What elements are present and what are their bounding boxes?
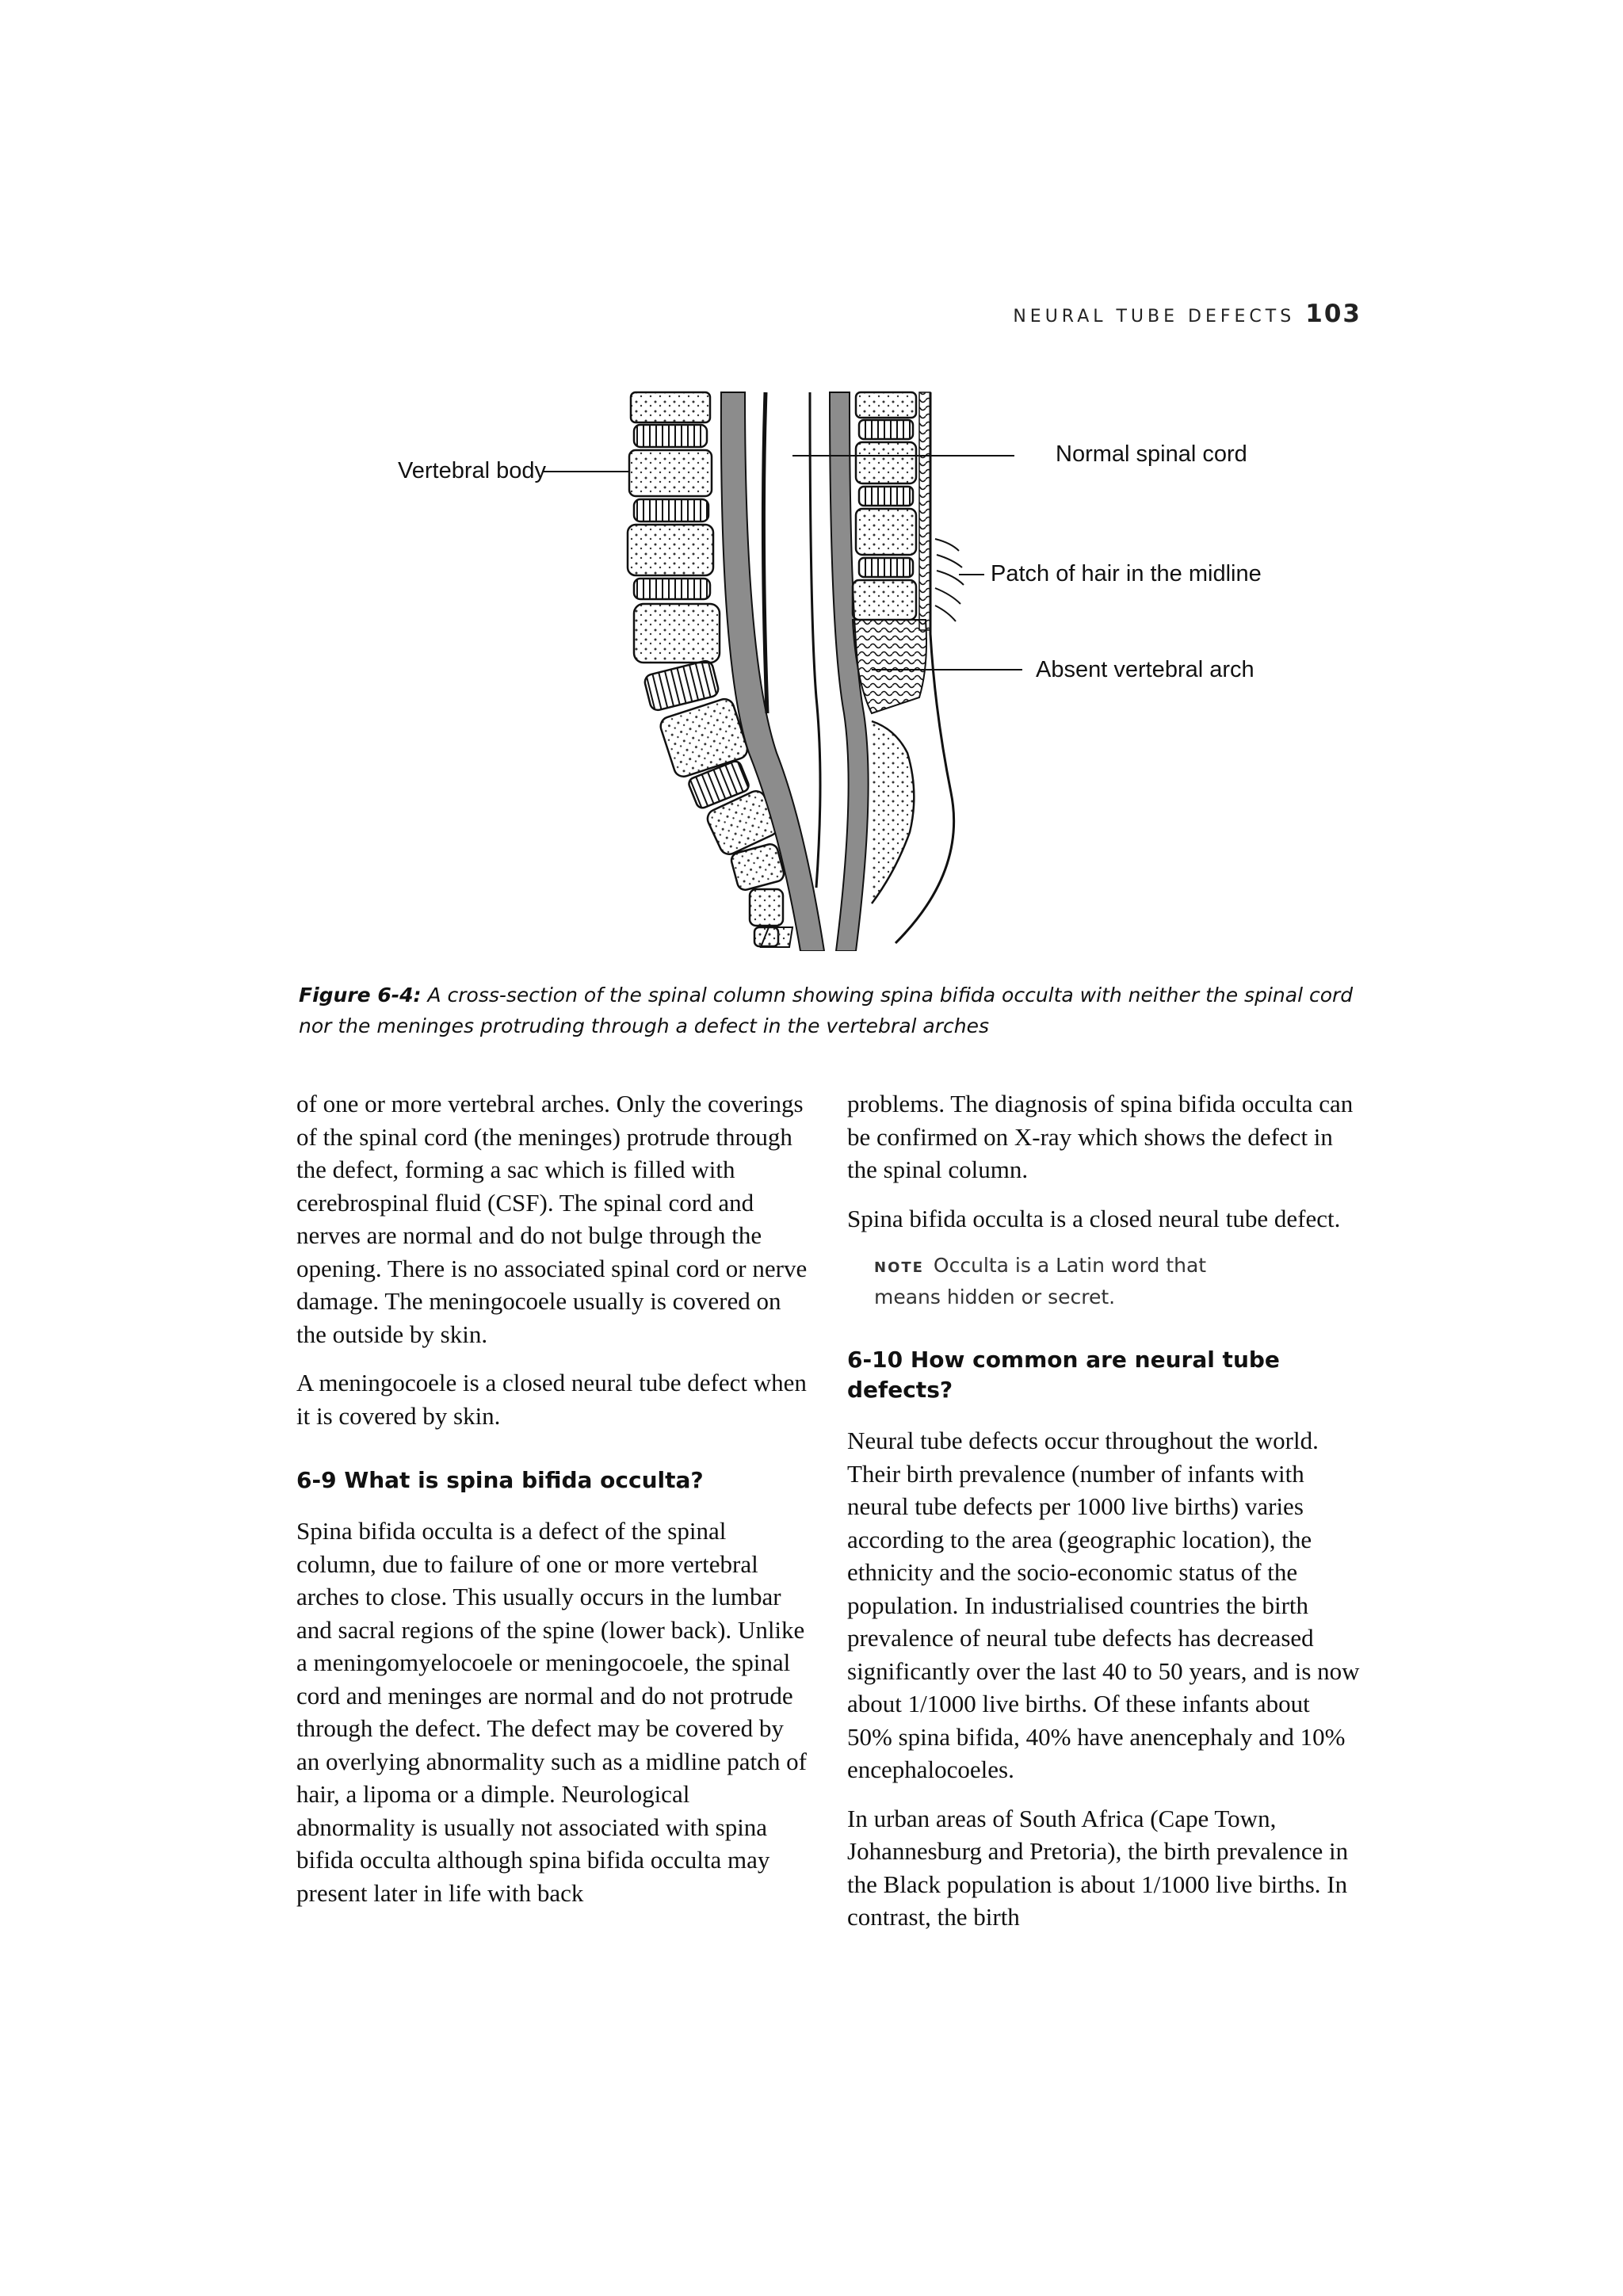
note-label: NOTE	[874, 1259, 924, 1276]
figure-caption-text: A cross-section of the spinal column showing spina bifida occulta with neither the spinal cord nor the meninges protruding through a defect in the vertebral arches	[299, 984, 1354, 1037]
label-patch-of-hair: Patch of hair in the midline	[991, 561, 1262, 586]
figure-caption-label: Figure 6-4:	[299, 984, 422, 1007]
running-head	[1013, 300, 1361, 328]
left-column	[296, 1087, 810, 1925]
note-box	[874, 1251, 1239, 1312]
label-vertebral-body: Vertebral body	[398, 458, 547, 483]
spinal-cord	[763, 392, 767, 713]
section-heading-6-9: 6-9 What is spina bifida occulta?	[296, 1467, 704, 1493]
label-normal-spinal-cord: Normal spinal cord	[1056, 441, 1247, 467]
spine-figure	[349, 380, 1331, 951]
paragraph: Spina bifida occulta is a closed neural tube defect.	[847, 1204, 1341, 1232]
note-text: Occulta is a Latin word that means hidden or secret.	[874, 1254, 1207, 1308]
right-column	[847, 1087, 1361, 1950]
paragraph: In urban areas of South Africa (Cape Town, Johannesburg and Pretoria), the birth prevalence in the Black population is about 1/1000 live births. In contrast, the birth	[847, 1804, 1349, 1931]
running-head-section: NEURAL TUBE DEFECTS	[1013, 307, 1296, 327]
absent-arch-region	[853, 620, 926, 713]
paragraph: problems. The diagnosis of spina bifida occulta can be confirmed on X-ray which shows the defect in the spinal column.	[847, 1090, 1354, 1183]
hair-patch	[935, 539, 964, 621]
paragraph: Neural tube defects occur throughout the world. Their birth prevalence (number of infants with neural tube defects per 1000 live births) varies according to the area (geographic location), the ethnicity and the socio-economic status of the population. In industrialised countries the birth prevalence of neural tube defects has decreased significantly over the last 40 to 50 years, and is now about 1/1000 live births. Of these infants about 50% spina bifida, 40% have anencephaly and 10% encephalocoeles.	[847, 1427, 1360, 1783]
posterior-vertebral-arches	[853, 392, 916, 620]
paragraph: of one or more vertebral arches. Only the coverings of the spinal cord (the meninges) protrude through the defect, forming a sac which is filled with cerebrospinal fluid (CSF). The spinal cord and nerves are normal and do not bulge through the opening. There is no associated spinal cord or nerve damage. The meningocoele usually is covered on the outside by skin.	[296, 1090, 808, 1348]
figure-caption	[299, 980, 1361, 1041]
paragraph: Spina bifida occulta is a defect of the spinal column, due to failure of one or more vertebral arches to close. This usually occurs in the lumbar and sacral regions of the spine (lower back). Unlike a meningomyelocoele or meningocoele, the spinal cord and meninges are normal and do not protrude through the defect. The defect may be covered by an overlying abnormality such as a midline patch of hair, a lipoma or a dimple. Neurological abnormality is usually not associated with spina bifida occulta although spina bifida occulta may present later in life with back	[296, 1517, 807, 1907]
page-number: 103	[1305, 300, 1361, 328]
section-heading-6-10: 6-10 How common are neural tube defects?	[847, 1347, 1280, 1403]
paragraph: A meningocoele is a closed neural tube defect when it is covered by skin.	[296, 1369, 807, 1430]
label-absent-vertebral-arch: Absent vertebral arch	[1036, 657, 1254, 682]
